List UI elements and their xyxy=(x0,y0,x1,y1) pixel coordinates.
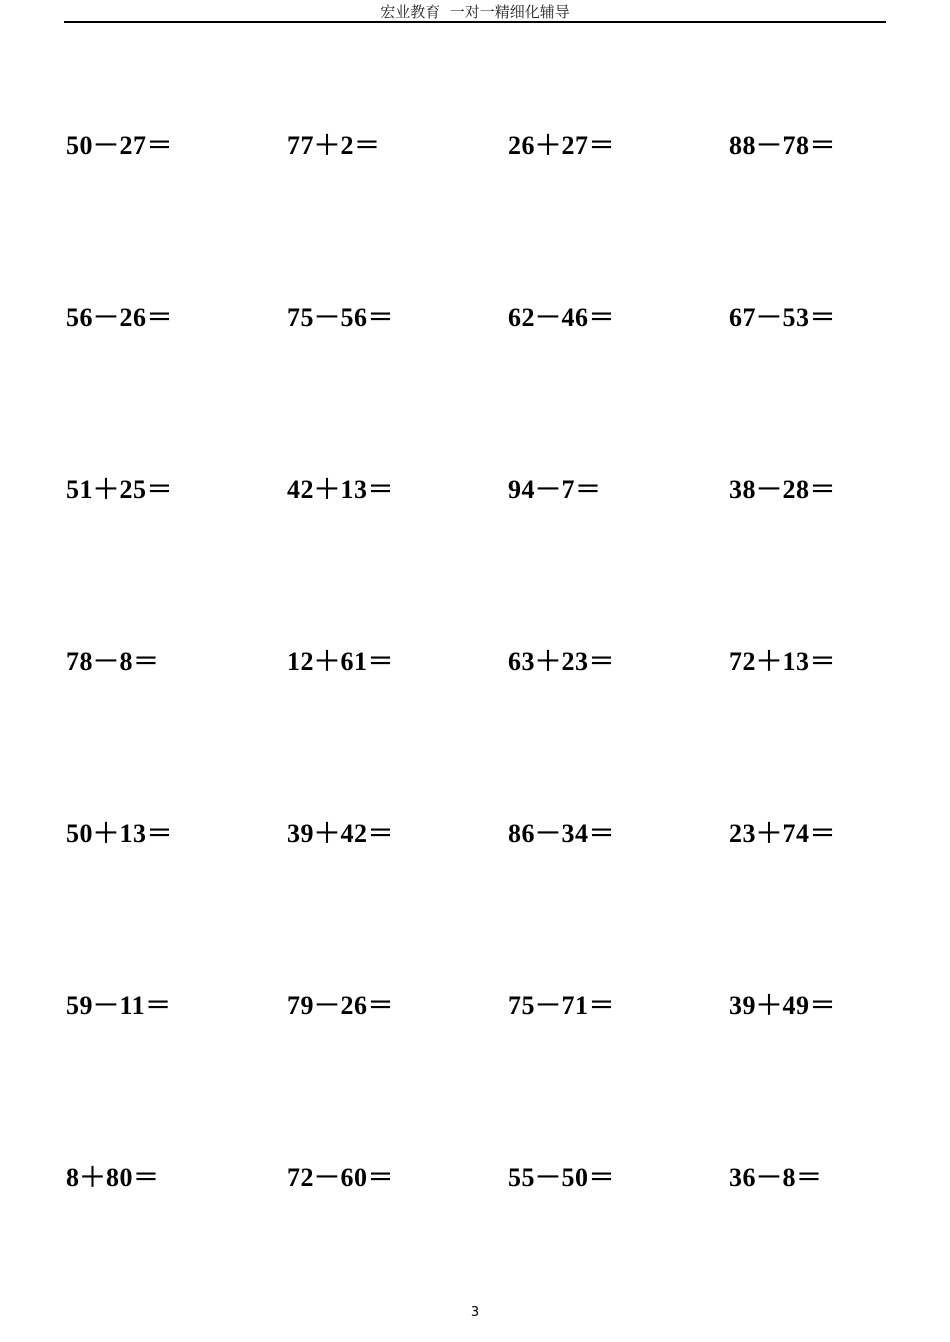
problem-row xyxy=(66,470,926,510)
problem-item: 39＋42＝ xyxy=(287,819,395,848)
problem-item: 62－46＝ xyxy=(508,303,616,332)
problem-item: 77＋2＝ xyxy=(287,131,381,160)
problem-item: 86－34＝ xyxy=(508,819,616,848)
problem-item: 55－50＝ xyxy=(508,1163,616,1192)
problem-row xyxy=(66,298,926,338)
problem-item: 94－7＝ xyxy=(508,475,602,504)
problem-item: 56－26＝ xyxy=(66,303,174,332)
page-header xyxy=(64,0,886,23)
problem-item: 12＋61＝ xyxy=(287,647,395,676)
problem-row xyxy=(66,126,926,166)
header-title: 宏业教育 一对一精细化辅导 xyxy=(380,3,570,21)
problem-item: 39＋49＝ xyxy=(729,991,837,1020)
page-number: 3 xyxy=(470,1305,480,1320)
problem-item: 50－27＝ xyxy=(66,131,174,160)
problem-item: 59－11＝ xyxy=(66,991,172,1020)
problem-item: 23＋74＝ xyxy=(729,819,837,848)
problem-row xyxy=(66,814,926,854)
problem-item: 72＋13＝ xyxy=(729,647,837,676)
problem-item: 38－28＝ xyxy=(729,475,837,504)
problem-row xyxy=(66,986,926,1026)
problem-item: 79－26＝ xyxy=(287,991,395,1020)
problem-item: 26＋27＝ xyxy=(508,131,616,160)
problem-item: 50＋13＝ xyxy=(66,819,174,848)
problem-item: 75－71＝ xyxy=(508,991,616,1020)
problem-row xyxy=(66,1158,926,1198)
problem-item: 51＋25＝ xyxy=(66,475,174,504)
problem-item: 72－60＝ xyxy=(287,1163,395,1192)
problem-item: 36－8＝ xyxy=(729,1163,823,1192)
problem-item: 75－56＝ xyxy=(287,303,395,332)
problem-item: 78－8＝ xyxy=(66,647,160,676)
problem-row xyxy=(66,642,926,682)
problem-item: 88－78＝ xyxy=(729,131,837,160)
problem-item: 8＋80＝ xyxy=(66,1163,160,1192)
problem-item: 67－53＝ xyxy=(729,303,837,332)
problem-item: 42＋13＝ xyxy=(287,475,395,504)
problem-item: 63＋23＝ xyxy=(508,647,616,676)
